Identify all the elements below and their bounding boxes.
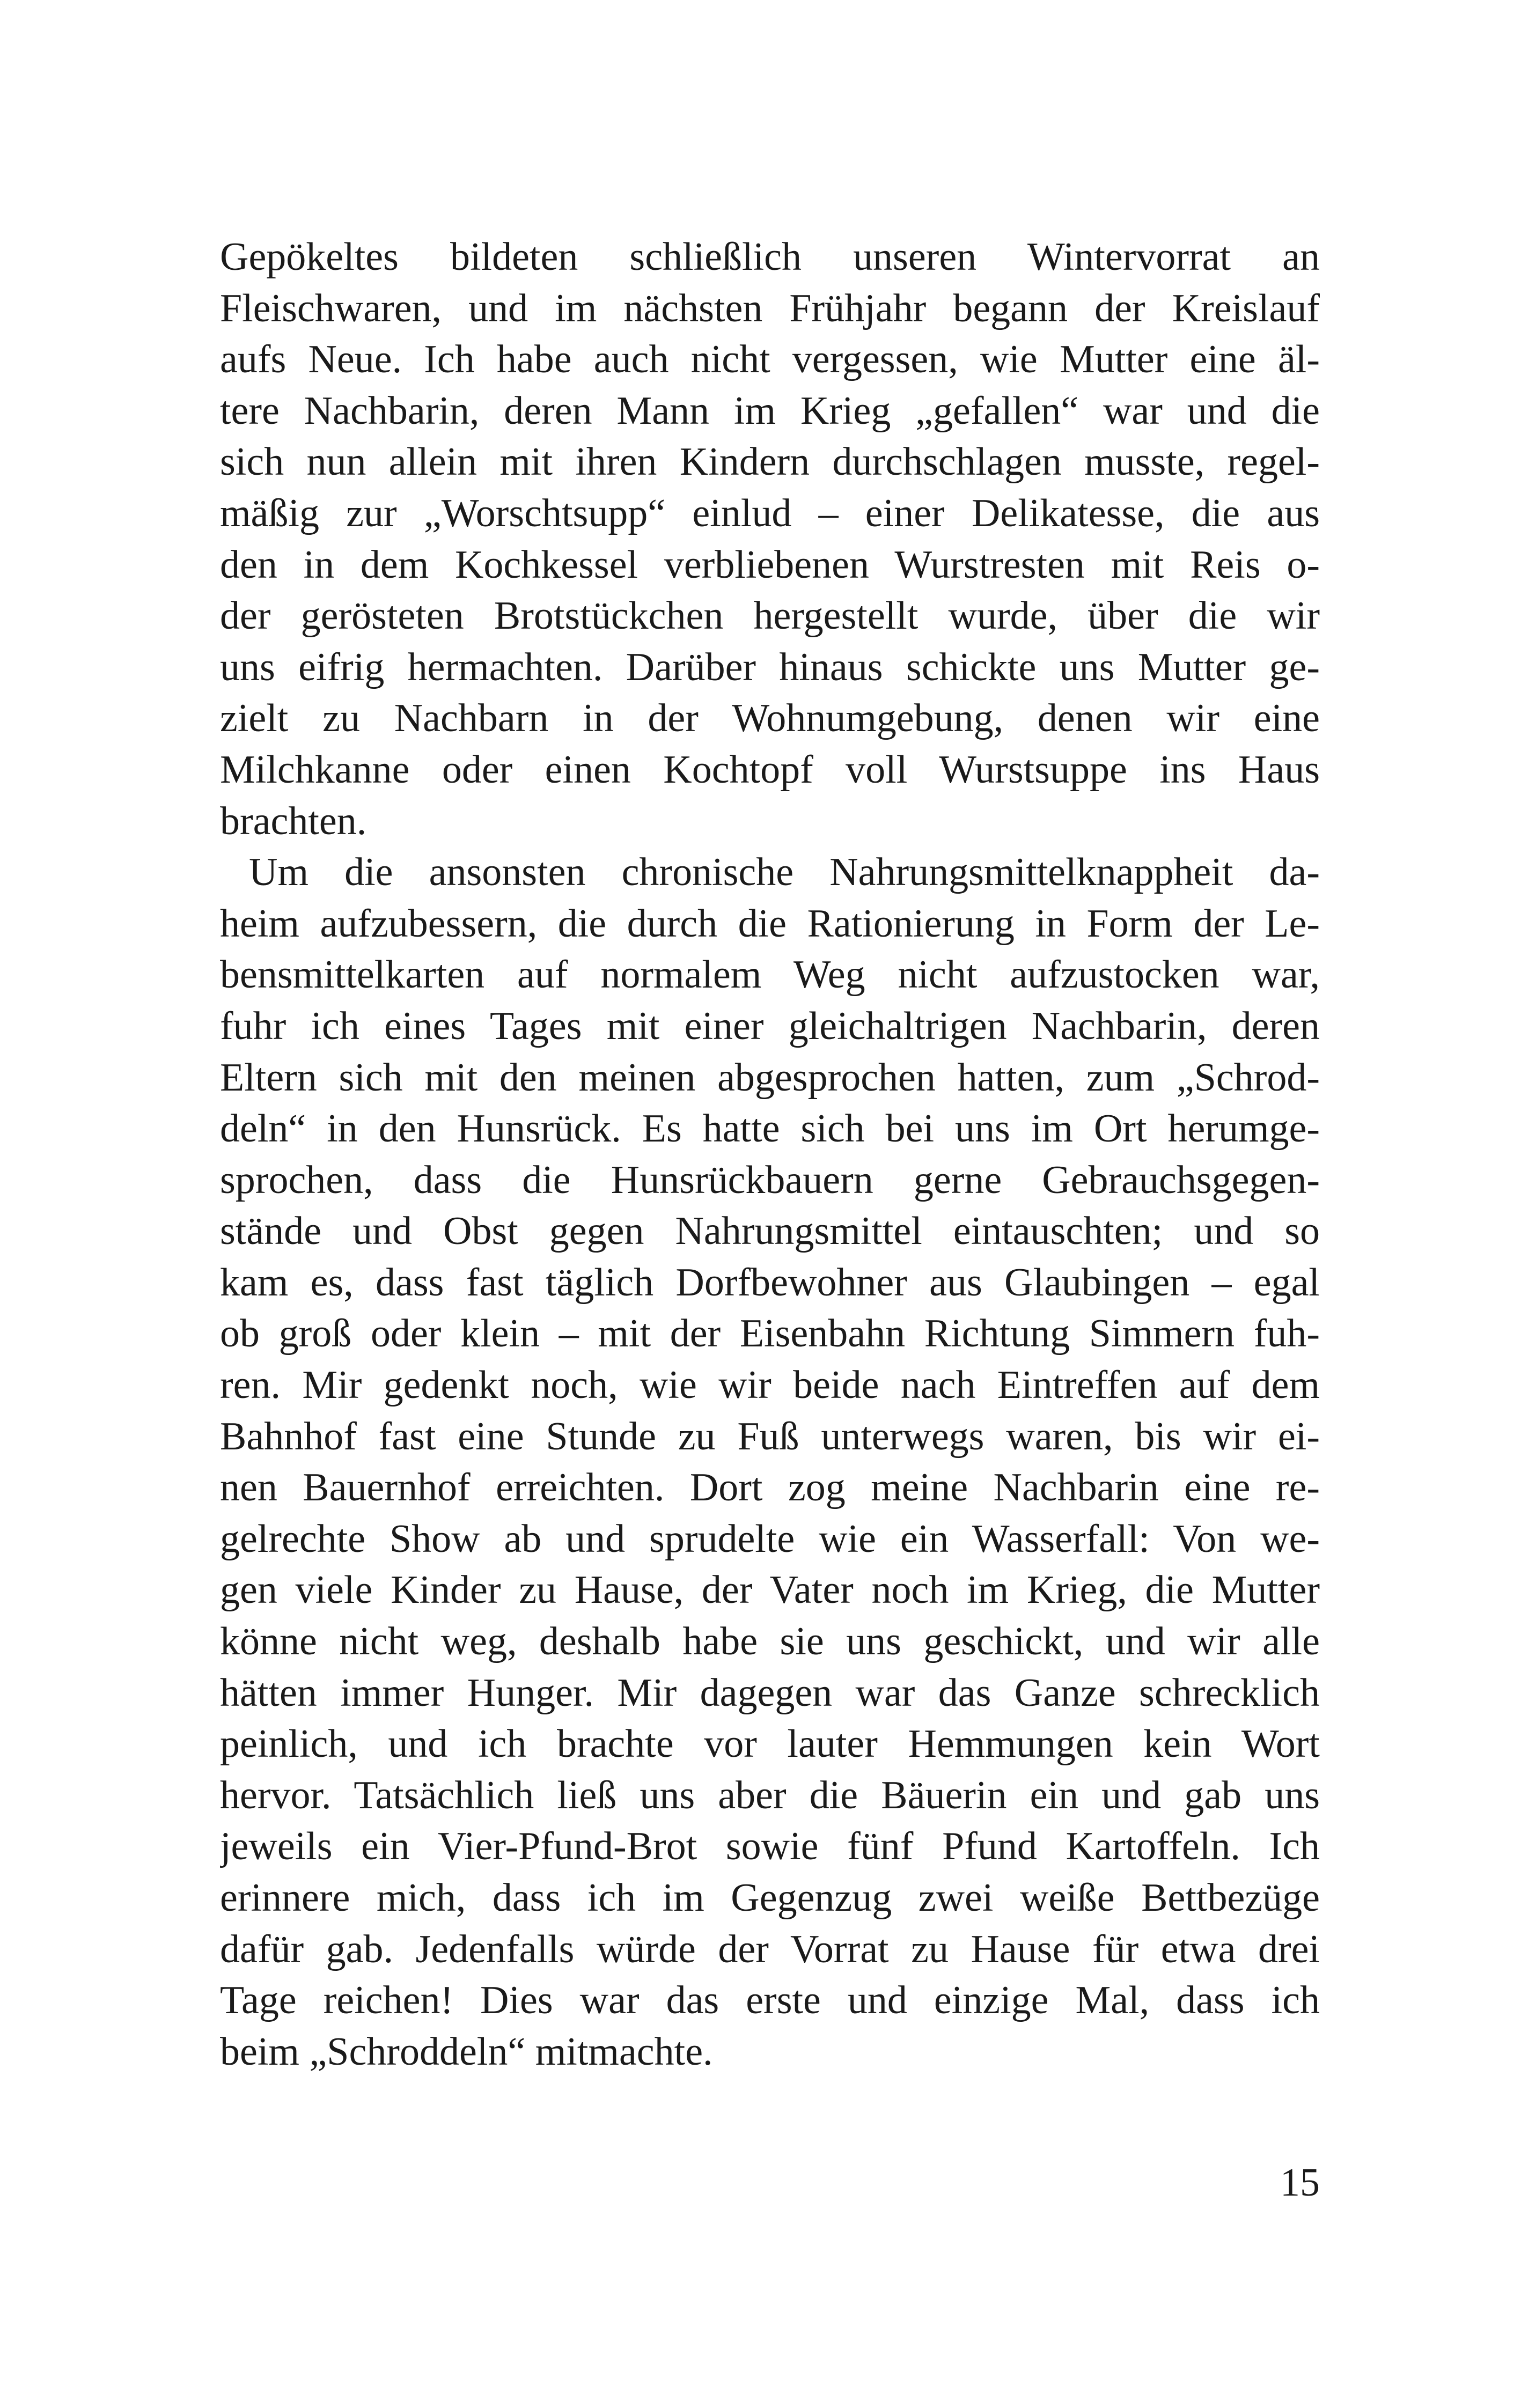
text-line: Gepökeltes bildeten schließlich unseren Wintervorrat an [220,235,1320,279]
text-line: Eltern sich mit den meinen abgesprochen hatten, zum „Schrod- [220,1055,1320,1100]
text-line: sich nun allein mit ihren Kindern durchschlagen musste, regel- [220,440,1320,484]
text-line: deln“ in den Hunsrück. Es hatte sich bei uns im Ort herumge- [220,1107,1320,1151]
text-line: ob groß oder klein – mit der Eisenbahn Richtung Simmern fuh- [220,1312,1320,1356]
text-line: beim „Schroddeln“ mitmachte. [220,2029,713,2074]
text-line: nen Bauernhof erreichten. Dort zog meine Nachbarin eine re- [220,1466,1320,1510]
text-line: der gerösteten Brotstückchen hergestellt wurde, über die wir [220,594,1320,638]
text-line: mäßig zur „Worschtsupp“ einlud – einer Delikatesse, die aus [220,491,1320,535]
text-line: ren. Mir gedenkt noch, wie wir beide nach Eintreffen auf dem [220,1363,1320,1408]
text-line: Fleischwaren, und im nächsten Frühjahr begann der Kreislauf [220,286,1320,330]
text-line: kam es, dass fast täglich Dorfbewohner aus Glaubingen – egal [220,1260,1320,1305]
text-line: hervor. Tatsächlich ließ uns aber die Bäuerin ein und gab uns [220,1773,1320,1817]
text-line: dafür gab. Jedenfalls würde der Vorrat zu Hause für etwa drei [220,1927,1320,1971]
text-line: heim aufzubessern, die durch die Rationierung in Form der Le- [220,901,1320,946]
text-line: gelrechte Show ab und sprudelte wie ein Wasserfall: Von we- [220,1516,1320,1561]
text-line: stände und Obst gegen Nahrungsmittel eintauschten; und so [220,1209,1320,1254]
text-line: brachten. [220,799,367,843]
paragraph [220,847,1320,2078]
paragraph [220,232,1320,847]
text-line: gen viele Kinder zu Hause, der Vater noch im Krieg, die Mutter [220,1568,1320,1612]
body-text [220,232,1320,2078]
text-line: sprochen, dass die Hunsrückbauern gerne Gebrauchsgegen- [220,1158,1320,1202]
text-line: aufs Neue. Ich habe auch nicht vergessen, wie Mutter eine äl- [220,337,1320,382]
text-line: bensmittelkarten auf normalem Weg nicht aufzustocken war, [220,953,1320,997]
text-line: jeweils ein Vier-Pfund-Brot sowie fünf Pfund Kartoffeln. Ich [220,1824,1320,1869]
text-line: zielt zu Nachbarn in der Wohnumgebung, denen wir eine [220,696,1320,741]
text-line: erinnere mich, dass ich im Gegenzug zwei weiße Bettbezüge [220,1876,1320,1920]
text-line: tere Nachbarin, deren Mann im Krieg „gefallen“ war und die [220,388,1320,433]
text-line: könne nicht weg, deshalb habe sie uns geschickt, und wir alle [220,1619,1320,1664]
page-number: 15 [1280,2161,1320,2205]
text-line: den in dem Kochkessel verbliebenen Wurstresten mit Reis o- [220,542,1320,587]
text-line: Bahnhof fast eine Stunde zu Fuß unterwegs waren, bis wir ei- [220,1414,1320,1459]
text-line: Milchkanne oder einen Kochtopf voll Wurstsuppe ins Haus [220,747,1320,792]
text-line: peinlich, und ich brachte vor lauter Hemmungen kein Wort [220,1722,1320,1766]
text-line: Tage reichen! Dies war das erste und einzige Mal, dass ich [220,1978,1320,2023]
text-line: Um die ansonsten chronische Nahrungsmittelknappheit da- [249,850,1320,895]
text-line: uns eifrig hermachten. Darüber hinaus schickte uns Mutter ge- [220,645,1320,689]
text-line: hätten immer Hunger. Mir dagegen war das Ganze schrecklich [220,1670,1320,1715]
text-line: fuhr ich eines Tages mit einer gleichaltrigen Nachbarin, deren [220,1004,1320,1048]
